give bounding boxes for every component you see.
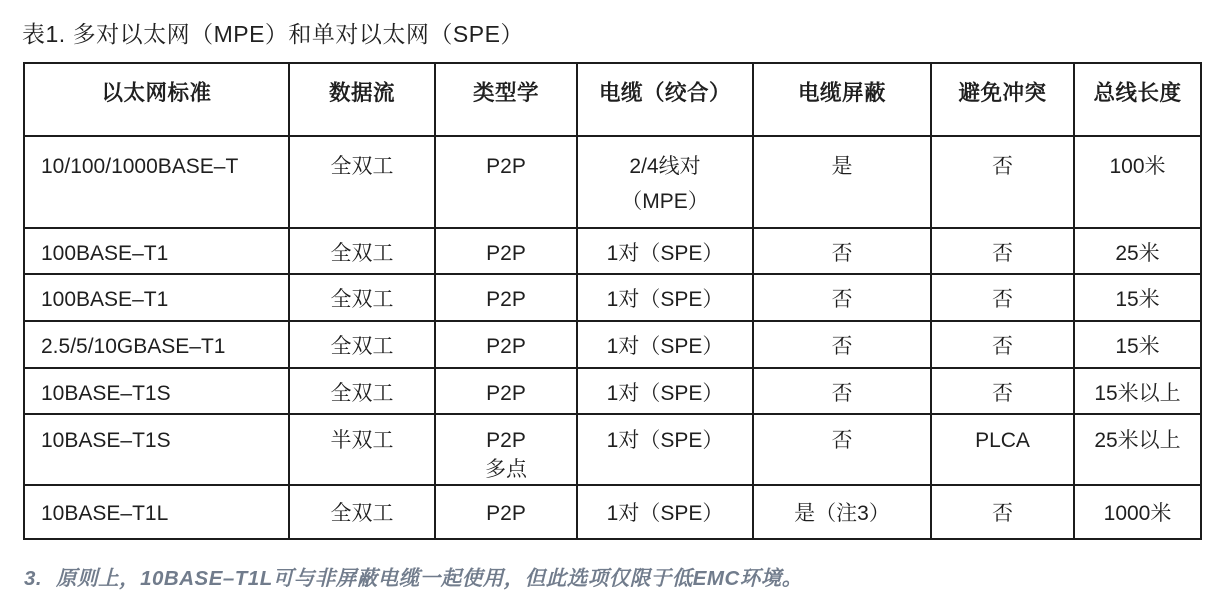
- cell-cable: 1对（SPE）: [577, 414, 753, 485]
- cell-cable: 1对（SPE）: [577, 368, 753, 414]
- cell-topology: P2P: [435, 274, 577, 321]
- cell-data-flow: 全双工: [289, 485, 435, 539]
- table-row: [24, 321, 1201, 368]
- cell-topology: P2P: [435, 228, 577, 274]
- cell-length: 15米: [1074, 321, 1201, 368]
- footnote: [24, 561, 803, 591]
- cell-length: 1000米: [1074, 485, 1201, 539]
- cell-cable: 1对（SPE）: [577, 228, 753, 274]
- cell-data-flow: 半双工: [289, 414, 435, 485]
- cell-length: 15米: [1074, 274, 1201, 321]
- cell-data-flow: 全双工: [289, 368, 435, 414]
- table-row: [24, 485, 1201, 539]
- col-header-bus-length: 总线长度: [1074, 63, 1201, 136]
- cell-data-flow: 全双工: [289, 136, 435, 228]
- footnote-marker: 3.: [24, 567, 43, 590]
- cell-data-flow: 全双工: [289, 274, 435, 321]
- cell-topology: P2P 多点: [435, 414, 577, 485]
- cell-standard: 100BASE–T1: [24, 274, 289, 321]
- col-header-cable-twisted: 电缆（绞合）: [577, 63, 753, 136]
- cell-shielding: 是（注3）: [753, 485, 931, 539]
- cell-collision: 否: [931, 485, 1074, 539]
- cell-shielding: 否: [753, 274, 931, 321]
- cell-standard: 10/100/1000BASE–T: [24, 136, 289, 228]
- table-row: [24, 274, 1201, 321]
- cell-collision: 否: [931, 274, 1074, 321]
- cell-standard: 10BASE–T1S: [24, 414, 289, 485]
- cell-topology: P2P: [435, 485, 577, 539]
- cell-collision: 否: [931, 368, 1074, 414]
- cell-data-flow: 全双工: [289, 228, 435, 274]
- ethernet-standards-table: [23, 62, 1202, 540]
- cell-cable: 1对（SPE）: [577, 321, 753, 368]
- col-header-cable-shielding: 电缆屏蔽: [753, 63, 931, 136]
- cell-data-flow: 全双工: [289, 321, 435, 368]
- cell-collision: PLCA: [931, 414, 1074, 485]
- col-header-data-flow: 数据流: [289, 63, 435, 136]
- cell-length: 25米: [1074, 228, 1201, 274]
- table-header-row: [24, 63, 1201, 136]
- cell-cable: 2/4线对 （MPE）: [577, 136, 753, 228]
- cell-standard: 10BASE–T1L: [24, 485, 289, 539]
- table-title: 表1. 多对以太网（MPE）和单对以太网（SPE）: [22, 21, 524, 47]
- cell-collision: 否: [931, 136, 1074, 228]
- col-header-topology: 类型学: [435, 63, 577, 136]
- cell-topology: P2P: [435, 321, 577, 368]
- table-row: [24, 414, 1201, 485]
- cell-collision: 否: [931, 228, 1074, 274]
- cell-topology: P2P: [435, 368, 577, 414]
- cell-standard: 10BASE–T1S: [24, 368, 289, 414]
- cell-length: 100米: [1074, 136, 1201, 228]
- cell-length: 25米以上: [1074, 414, 1201, 485]
- col-header-ethernet-standard: 以太网标准: [24, 63, 289, 136]
- cell-length: 15米以上: [1074, 368, 1201, 414]
- cell-cable: 1对（SPE）: [577, 274, 753, 321]
- cell-collision: 否: [931, 321, 1074, 368]
- footnote-text: 原则上，10BASE–T1L可与非屏蔽电缆一起使用，但此选项仅限于低EMC环境。: [56, 567, 803, 590]
- cell-standard: 2.5/5/10GBASE–T1: [24, 321, 289, 368]
- cell-standard: 100BASE–T1: [24, 228, 289, 274]
- cell-shielding: 是: [753, 136, 931, 228]
- cell-shielding: 否: [753, 368, 931, 414]
- cell-topology: P2P: [435, 136, 577, 228]
- cell-shielding: 否: [753, 414, 931, 485]
- cell-shielding: 否: [753, 321, 931, 368]
- col-header-collision-avoidance: 避免冲突: [931, 63, 1074, 136]
- cell-cable: 1对（SPE）: [577, 485, 753, 539]
- table-row: [24, 136, 1201, 228]
- cell-shielding: 否: [753, 228, 931, 274]
- table-row: [24, 228, 1201, 274]
- table-row: [24, 368, 1201, 414]
